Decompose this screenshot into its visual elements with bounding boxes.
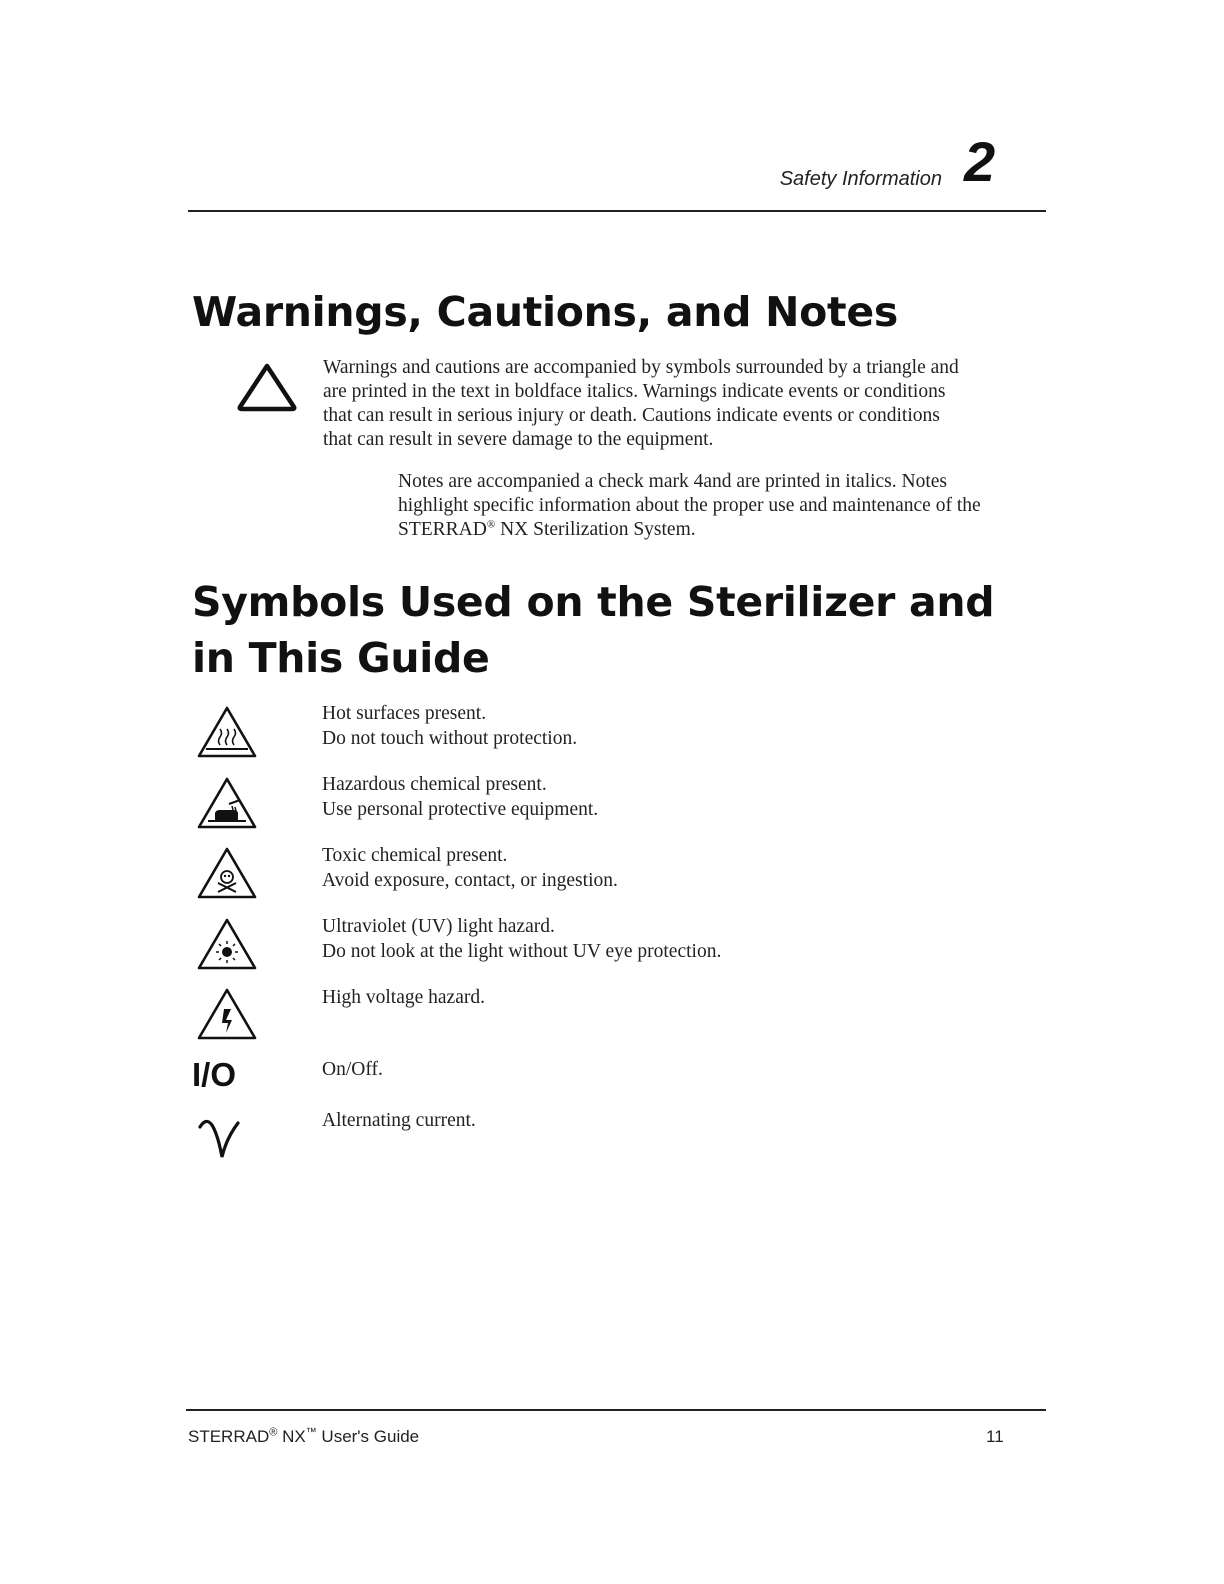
alternating-current-icon [196,1115,242,1163]
symbol-desc-hazardous-chemical [322,773,598,822]
symbol-desc-uv-light [322,915,721,964]
symbol-desc-line: High voltage hazard. [322,987,485,1008]
section-title-symbols-line-1: Symbols Used on the Sterilizer and [192,578,995,626]
footer-trademark: ™ [305,1426,317,1439]
section-title-symbols-line-2: in This Guide [192,634,490,682]
chapter-number: 2 [964,130,996,193]
notes-product-name: STERRAD [398,519,487,540]
symbol-desc-toxic-chemical [322,844,618,893]
footer-product: STERRAD [188,1427,270,1446]
footer-guide-title [188,1427,419,1447]
notes-paragraph [398,470,981,542]
symbol-desc-line: Hazardous chemical present. [322,774,547,795]
notes-line-1: Notes are accompanied a check mark 4and are printed in italics. Notes [398,471,948,492]
symbol-desc-line: Toxic chemical present. [322,845,508,866]
on-off-icon: I/O [192,1056,237,1093]
notes-line-2: highlight specific information about the proper use and maintenance of the [398,495,981,516]
footer-rule [186,1409,1046,1411]
symbol-desc-hot-surface [322,702,577,751]
warning-line-4: that can result in severe damage to the equipment. [323,429,714,450]
footer-registered-mark: ® [269,1426,278,1439]
registered-mark: ® [486,518,496,531]
notes-line-3-rest: NX Sterilization System. [495,519,696,540]
high-voltage-icon [196,987,258,1041]
symbol-desc-line: Hot surfaces present. [322,703,487,724]
symbol-desc-line: Avoid exposure, contact, or ingestion. [322,869,618,891]
hot-surface-icon [196,705,258,759]
hazardous-chemical-icon [196,776,258,830]
symbol-desc-line: On/Off. [322,1059,383,1080]
symbol-desc-line: Use personal protective equipment. [322,798,599,820]
notes-line-3 [398,518,981,542]
header-rule [188,210,1046,212]
symbol-desc-line: Do not look at the light without UV eye protection. [322,940,722,962]
warning-paragraph [323,356,959,452]
symbol-desc-line: Ultraviolet (UV) light hazard. [322,916,555,937]
footer-model: NX [277,1427,306,1446]
header-section-title: Safety Information [779,168,942,190]
warning-line-3: that can result in serious injury or death. Cautions indicate events or conditions [323,405,940,426]
warning-line-2: are printed in the text in boldface italics. Warnings indicate events or conditions [323,381,946,402]
section-title-symbols [192,574,994,686]
toxic-chemical-icon [196,846,258,900]
warning-triangle-icon [236,362,298,412]
footer-guide: User's Guide [316,1427,420,1446]
section-title-warnings: Warnings, Cautions, and Notes [192,288,898,336]
warning-line-1: Warnings and cautions are accompanied by symbols surrounded by a triangle and [323,357,959,378]
symbol-desc-alternating-current [322,1109,476,1134]
symbol-desc-line: Do not touch without protection. [322,727,578,749]
symbol-desc-line: Alternating current. [322,1110,476,1131]
symbol-desc-on-off [322,1058,383,1083]
uv-light-icon [196,917,258,971]
symbol-desc-high-voltage [322,986,485,1011]
page-number: 11 [986,1427,1004,1446]
